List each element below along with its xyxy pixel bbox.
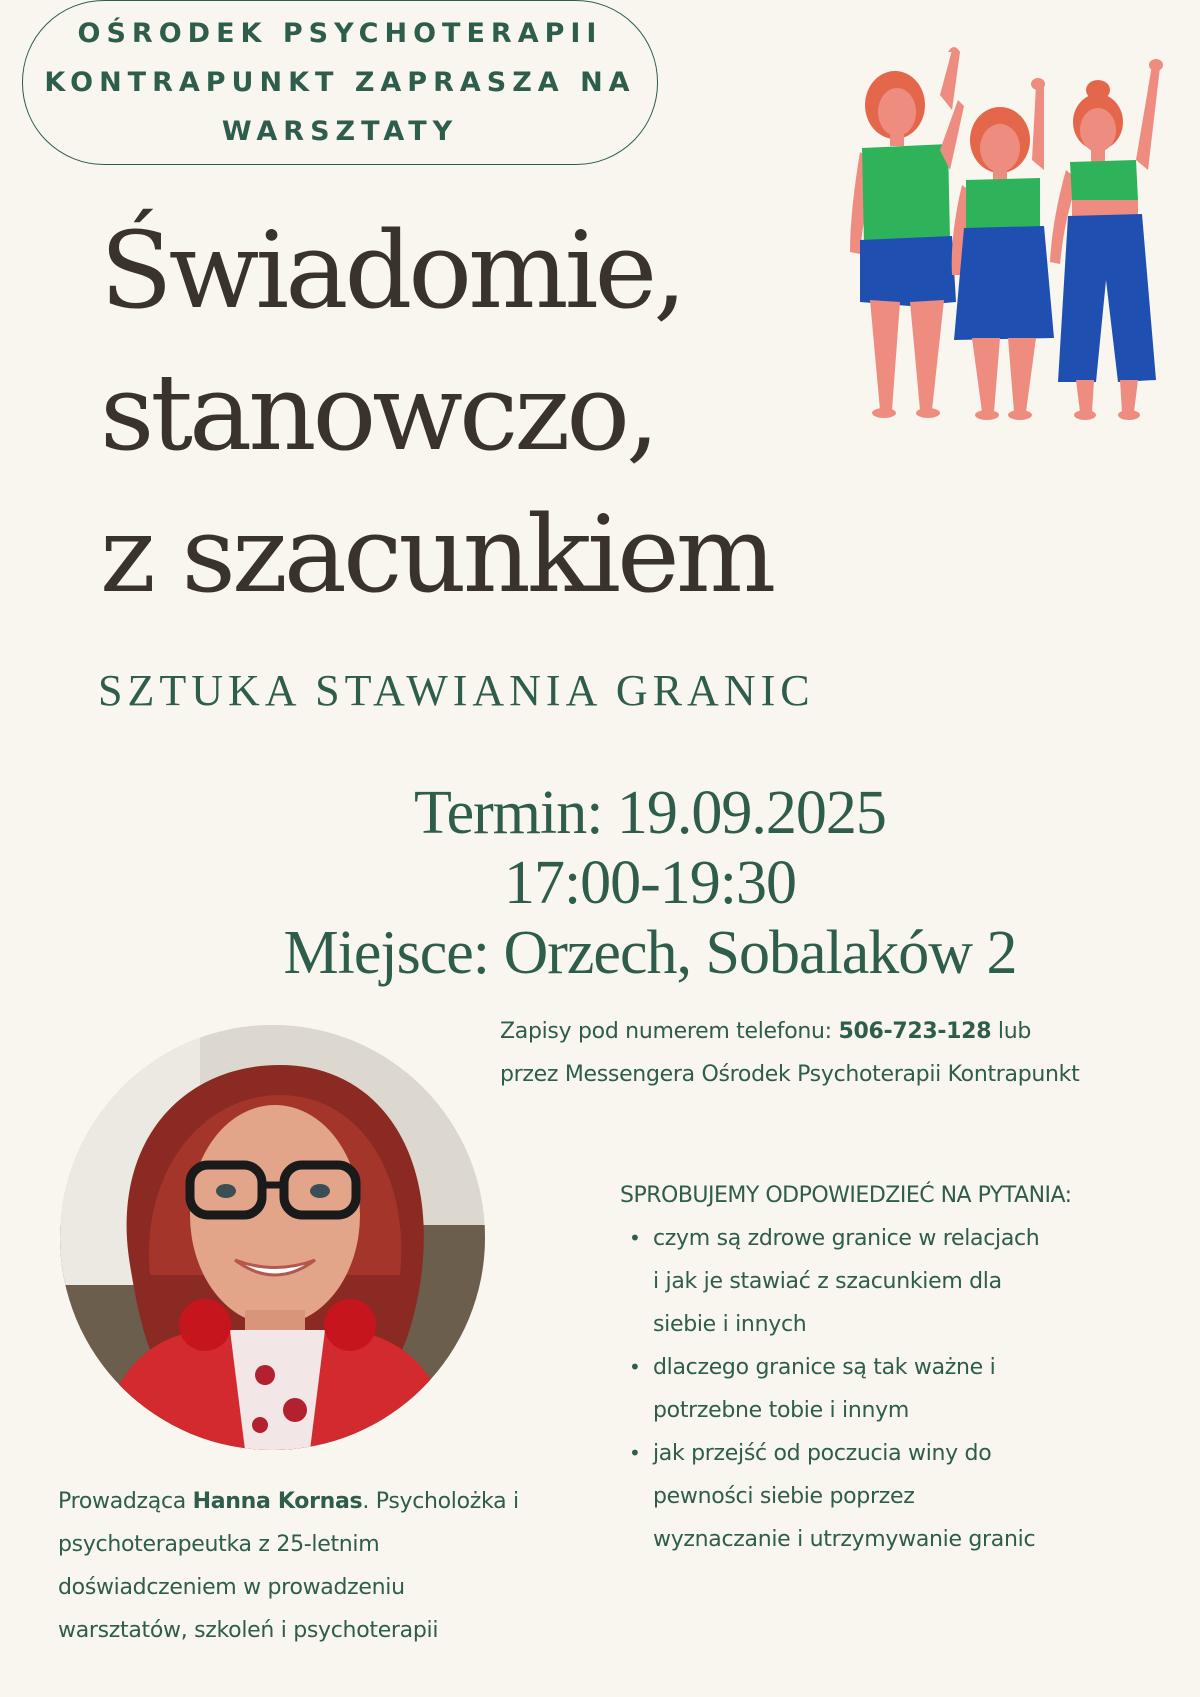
bullet-icon: • [629,1355,641,1379]
question-3-line-2: pewności siebie poprzez [653,1484,915,1509]
question-3-line-1: jak przejść od poczucia winy do [653,1441,992,1466]
signup-line-1 [500,1010,1079,1053]
event-place: Miejsce: Orzech, Sobalaków 2 [283,919,1017,987]
portrait-photo [60,1025,485,1450]
host-name: Hanna Kornas [192,1489,363,1514]
woman-figure-middle [952,78,1054,420]
header-banner [22,0,658,165]
event-details [200,778,1100,988]
header-line-2: KONTRAPUNKT ZAPRASZA NA [44,67,636,98]
three-women-illustration [840,40,1180,460]
bullet-icon: • [629,1441,641,1465]
header-line-3: WARSZTATY [221,116,459,147]
event-time: 17:00-19:30 [503,849,797,917]
woman-figure-right [1050,59,1163,420]
signup-info [500,1010,1079,1096]
host-line-3: doświadczeniem w prowadzeniu [58,1575,405,1600]
question-3-line-3: wyznaczanie i utrzymywanie granic [653,1527,1036,1552]
questions-section [620,1183,1072,1561]
questions-heading: SPROBUJEMY ODPOWIEDZIEĆ NA PYTANIA: [620,1183,1072,1208]
title-line-3: z szacunkiem [100,493,773,616]
header-line-1: OŚRODEK PSYCHOTERAPII [77,18,603,49]
host-line-4: warsztatów, szkoleń i psychoterapii [58,1618,439,1643]
workshop-title [100,200,772,626]
workshop-subtitle: SZTUKA STAWIANIA GRANIC [98,666,815,715]
bullet-icon: • [629,1226,641,1250]
host-portrait [60,1025,485,1450]
host-prefix: Prowadząca [58,1489,193,1514]
signup-prefix: Zapisy pod numerem telefonu: [500,1019,839,1044]
title-line-2: stanowczo, [100,351,656,474]
list-item [620,1217,1072,1346]
host-suffix: . Psycholożka i [362,1489,519,1514]
question-2-line-2: potrzebne tobie i innym [653,1398,909,1423]
list-item [620,1432,1072,1561]
event-date: Termin: 19.09.2025 [414,779,886,847]
title-line-1: Świadomie, [100,209,683,332]
list-item [620,1346,1072,1432]
question-1-line-2: i jak je stawiać z szacunkiem dla [653,1269,1002,1294]
signup-suffix: lub [991,1019,1032,1044]
question-1-line-1: czym są zdrowe granice w relacjach [653,1226,1040,1251]
question-2-line-1: dlaczego granice są tak ważne i [653,1355,996,1380]
host-line-1 [58,1480,519,1523]
phone-number[interactable]: 506-723-128 [838,1019,992,1044]
questions-list [620,1217,1072,1561]
signup-line-2: przez Messengera Ośrodek Psychoterapii Kontrapunkt [500,1062,1080,1087]
host-line-2: psychoterapeutka z 25-letnim [58,1532,380,1557]
woman-figure-left [850,47,964,418]
question-1-line-3: siebie i innych [653,1312,807,1337]
host-description [58,1480,519,1652]
